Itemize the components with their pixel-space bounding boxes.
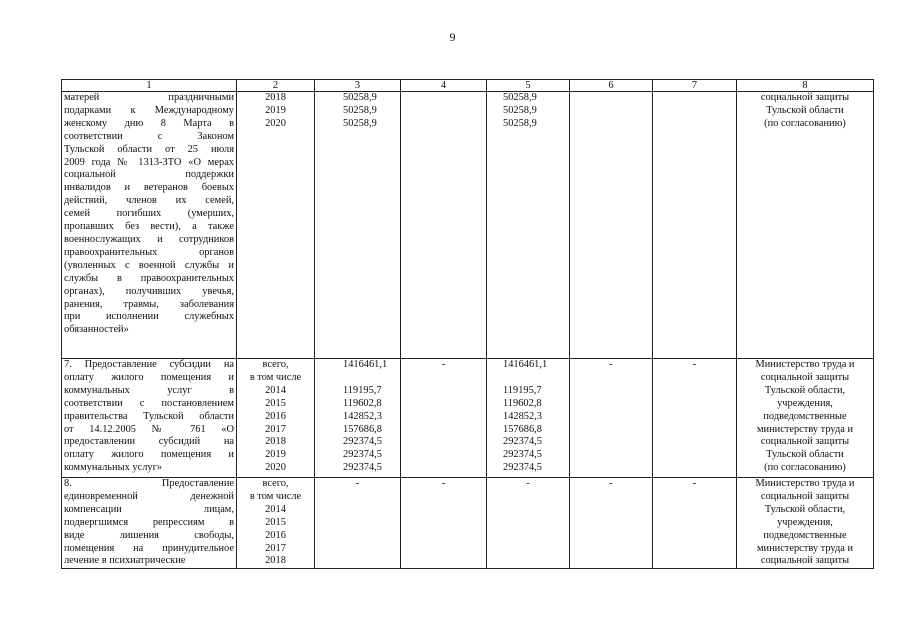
table-row (62, 478, 874, 569)
value-cell-col6 (570, 478, 653, 569)
value-line: 50258,9 (503, 92, 537, 103)
table-row (62, 359, 874, 478)
year-line: 2020 (265, 117, 286, 129)
value-line: Тульской области, (764, 384, 846, 396)
value-line: 119602,8 (343, 397, 382, 409)
year-cell (237, 478, 315, 569)
value-line: 50258,9 (503, 117, 537, 129)
description-line: оплату жилого помещения и (64, 371, 234, 383)
year-line: 2016 (265, 410, 286, 422)
value-line: министерству труда и (756, 542, 854, 554)
description-line: подарками к Международному (64, 104, 234, 116)
executor-cell (737, 478, 874, 569)
description-line: органах), получивших увечья, (64, 285, 234, 297)
description-line: соответствии с Законом (64, 130, 234, 142)
value-line: 292374,5 (503, 436, 542, 448)
value-line: 50258,9 (343, 92, 377, 103)
description-line: службы в правоохранительных (64, 272, 234, 284)
value-line: 292374,5 (503, 462, 542, 474)
value-line (317, 372, 398, 385)
description-line: 7. Предоставление субсидии на (64, 359, 234, 370)
description-line: обязанностей» (64, 324, 129, 336)
value-line: Тульской области, (764, 503, 846, 515)
year-line: всего, (262, 478, 289, 489)
description-line: оплату жилого помещения и (64, 449, 234, 461)
value-cell-col3 (315, 359, 401, 478)
header-cell: 7 (653, 80, 737, 92)
executor-cell (737, 359, 874, 478)
year-line: 2016 (265, 529, 286, 541)
value-line: 292374,5 (343, 462, 382, 474)
description-line: 2009 года № 1313-ЗТО «О мерах (64, 156, 234, 168)
value-line: 1416461,1 (503, 359, 548, 370)
value-cell-col3 (315, 92, 401, 359)
value-line: Министерство труда и (755, 478, 855, 489)
value-line: министерству труда и (756, 423, 854, 435)
description-line: семей погибших (умерших, (64, 208, 234, 220)
value-line: - (355, 478, 360, 489)
value-line: 142852,3 (503, 410, 542, 422)
description-line: матерей праздничными (64, 92, 234, 103)
value-cell-col5 (487, 359, 570, 478)
description-line: (уволенных с военной службы и (64, 259, 234, 271)
description-line: женскому дню 8 Марта в (64, 117, 234, 129)
value-line: 142852,3 (343, 410, 382, 422)
description-line: 8. Предоставление (64, 478, 234, 489)
description-line: единовременной денежной (64, 490, 234, 502)
value-line: социальной защиты (760, 92, 850, 103)
header-row (62, 80, 874, 92)
description-line: предоставлении субсидий на (64, 436, 234, 448)
table-row (62, 92, 874, 359)
value-line: учреждения, (777, 397, 833, 409)
year-line: 2019 (265, 104, 286, 116)
value-line: - (692, 359, 697, 370)
value-cell-col3 (315, 478, 401, 569)
value-line: подведомственные (763, 529, 847, 541)
description-line: лечение в психиатрические (64, 555, 186, 567)
value-line: - (441, 359, 446, 370)
year-line: 2020 (265, 462, 286, 474)
description-line: виде лишения свободы, (64, 529, 234, 541)
year-line: 2017 (265, 423, 286, 435)
value-line: 157686,8 (503, 423, 542, 435)
value-line: - (526, 478, 530, 489)
year-cell (237, 359, 315, 478)
description-line: подвергшимся репрессиям в (64, 516, 234, 528)
value-line: - (609, 478, 613, 489)
year-cell (237, 92, 315, 359)
description-cell (62, 92, 237, 359)
value-line: Тульской области (766, 449, 844, 461)
description-line: социальной поддержки (64, 169, 234, 181)
value-cell-col5 (487, 92, 570, 359)
year-line: в том числе (249, 371, 302, 383)
value-cell-col6 (570, 359, 653, 478)
header-cell: 6 (570, 80, 653, 92)
header-cell: 1 (62, 80, 237, 92)
year-line: 2014 (265, 384, 286, 396)
year-line: в том числе (249, 490, 302, 502)
value-line: 50258,9 (343, 104, 377, 116)
value-line: (по согласованию) (764, 117, 846, 129)
header-cell: 2 (237, 80, 315, 92)
year-line: 2015 (265, 397, 286, 409)
header-cell: 5 (487, 80, 570, 92)
description-line: действий, членов их семей, (64, 195, 234, 207)
description-line: коммунальных услуг в (64, 384, 234, 396)
value-cell-col5 (487, 478, 570, 569)
value-line: 119195,7 (343, 384, 382, 396)
value-line: (по согласованию) (764, 462, 846, 474)
value-line: социальной защиты (760, 555, 850, 567)
description-line: правительства Тульской области (64, 410, 234, 422)
year-line: 2018 (265, 555, 286, 567)
executor-cell (737, 92, 874, 359)
value-line: 292374,5 (343, 449, 382, 461)
value-line (489, 372, 567, 385)
value-cell-col6 (570, 92, 653, 359)
value-line: социальной защиты (760, 436, 850, 448)
value-line: Министерство труда и (755, 359, 855, 370)
value-line: - (692, 478, 697, 489)
value-cell-col4 (401, 92, 487, 359)
page-number: 9 (449, 30, 456, 44)
value-cell-col7 (653, 478, 737, 569)
value-line: 1416461,1 (343, 359, 388, 370)
description-line: военнослужащих и сотрудников (64, 233, 234, 245)
year-line: 2018 (265, 436, 286, 448)
value-line: 119602,8 (503, 397, 542, 409)
value-line: подведомственные (763, 410, 847, 422)
description-line: от 14.12.2005 № 761 «О (64, 423, 234, 435)
value-line: - (609, 359, 613, 370)
value-line: Тульской области (766, 104, 844, 116)
description-line: Тульской области от 25 июля (64, 143, 234, 155)
value-line: социальной защиты (760, 371, 850, 383)
header-cell: 8 (737, 80, 874, 92)
value-cell-col4 (401, 478, 487, 569)
header-cell: 4 (401, 80, 487, 92)
description-cell (62, 478, 237, 569)
value-line: 50258,9 (343, 117, 377, 129)
description-line: ранения, травмы, заболевания (64, 298, 234, 310)
description-line: при исполнении служебных (64, 311, 234, 323)
header-cell: 3 (315, 80, 401, 92)
description-line: правоохранительных органов (64, 246, 234, 258)
value-line: - (441, 478, 446, 489)
year-line: 2015 (265, 516, 286, 528)
value-cell-col7 (653, 92, 737, 359)
description-line: инвалидов и ветеранов боевых (64, 182, 234, 194)
description-line: компенсации лицам, (64, 503, 234, 515)
year-line: 2014 (265, 503, 286, 515)
year-line: 2017 (265, 542, 286, 554)
description-line: соответствии с постановлением (64, 397, 234, 409)
description-line: пропавших без вести), а также (64, 221, 234, 233)
description-cell (62, 359, 237, 478)
description-line: коммунальных услуг» (64, 462, 163, 474)
year-line: 2019 (265, 449, 286, 461)
value-line: социальной защиты (760, 490, 850, 502)
description-line: помещения на принудительное (64, 542, 234, 554)
value-cell-col4 (401, 359, 487, 478)
year-line: всего, (262, 359, 289, 370)
value-line: 50258,9 (503, 104, 537, 116)
program-table (61, 79, 874, 569)
value-line: 292374,5 (503, 449, 542, 461)
value-line: учреждения, (777, 516, 833, 528)
value-line: 119195,7 (503, 384, 542, 396)
value-line: 157686,8 (343, 423, 382, 435)
value-cell-col7 (653, 359, 737, 478)
value-line: 292374,5 (343, 436, 382, 448)
year-line: 2018 (265, 92, 286, 103)
